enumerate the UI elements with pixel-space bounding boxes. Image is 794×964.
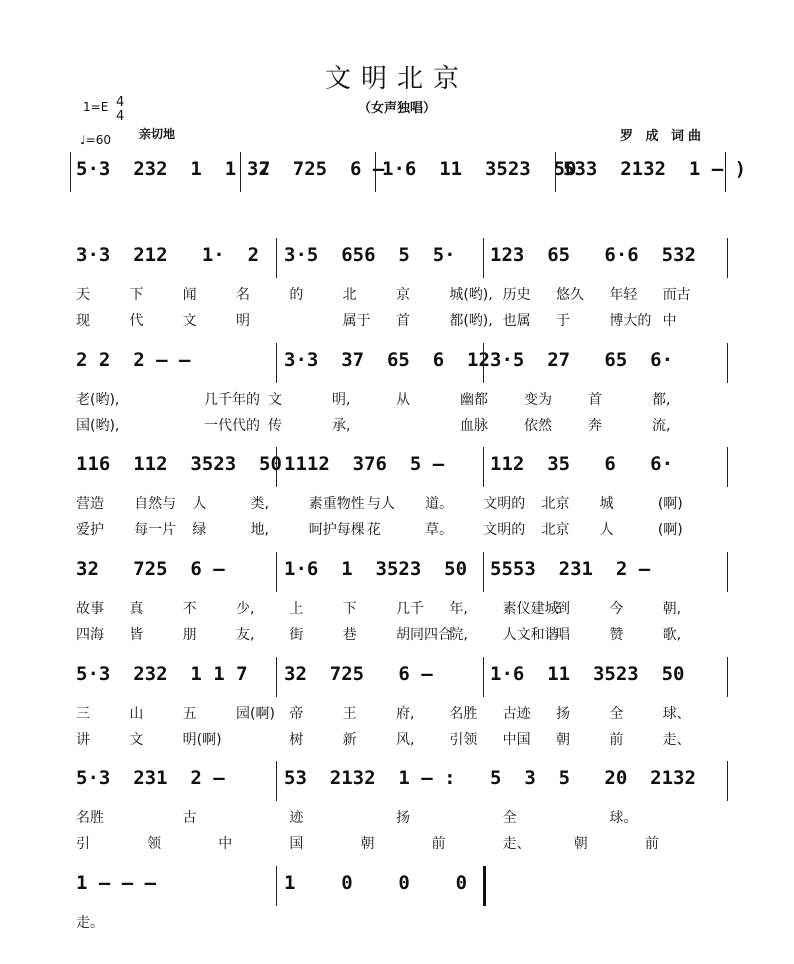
lyric-syllable: 文明的 <box>483 522 526 538</box>
notation-line <box>0 663 794 693</box>
barline <box>483 447 484 487</box>
measure-notes: 3·3 212 1· 2 <box>76 244 260 266</box>
lyric-syllable: 而古 <box>662 287 691 303</box>
lyric-syllable: 承, <box>332 418 351 434</box>
measure-notes: 32 725 6 – <box>247 158 385 180</box>
lyric-syllable: 首 <box>588 392 602 408</box>
notation-line <box>0 767 794 797</box>
barline <box>483 657 484 697</box>
lyric-syllable: 花 <box>366 522 381 538</box>
lyric-syllable: 朝 <box>573 836 588 852</box>
lyric-syllable: 绿 <box>192 522 207 538</box>
barline <box>276 761 277 801</box>
barline <box>276 447 277 487</box>
lyric-syllable: 走。 <box>76 915 104 931</box>
lyric-syllable: 一代代的 <box>204 418 260 434</box>
barline <box>727 657 728 697</box>
lyric-syllable: 明(啊) <box>182 732 222 748</box>
measure-notes: 3·3 37 65 6 12 <box>284 349 490 371</box>
lyric-syllable: 引领 <box>449 732 478 748</box>
lyric-syllable: 历史 <box>502 287 531 303</box>
lyric-syllable: 今 <box>609 601 624 617</box>
lyric-syllable: 京 <box>396 287 410 303</box>
barline <box>276 552 277 592</box>
barline <box>727 238 728 278</box>
lyric-syllable: 古迹 <box>502 706 531 722</box>
lyric-syllable: 五 <box>182 706 197 722</box>
lyric-line <box>0 833 794 855</box>
measure-notes: 2 2 2 – – <box>76 349 191 371</box>
barline <box>555 152 556 192</box>
lyric-syllable: 文 <box>268 392 282 408</box>
lyric-syllable: 巷 <box>342 627 357 643</box>
lyric-syllable: 人 <box>599 522 614 538</box>
lyric-syllable: 风, <box>396 732 415 748</box>
expression-marking: 亲切地 <box>139 127 176 141</box>
measure-notes: 123 65 6·6 532 <box>490 244 696 266</box>
lyric-syllable: 引 <box>76 836 90 852</box>
lyric-syllable: 北京 <box>541 496 570 512</box>
lyric-syllable: 府, <box>396 706 415 722</box>
lyric-syllable: 传 <box>268 418 282 434</box>
lyric-syllable: 草。 <box>425 522 454 538</box>
lyric-syllable: 胡同四合 <box>396 627 452 643</box>
measure-notes: 1 – – – <box>76 872 157 894</box>
barline <box>483 552 484 592</box>
lyric-syllable: 名胜 <box>449 706 478 722</box>
lyric-line <box>0 284 794 306</box>
lyric-syllable: 文 <box>182 313 197 329</box>
notation-line <box>0 872 794 902</box>
barline <box>276 866 277 906</box>
lyric-syllable: 明, <box>332 392 351 408</box>
barline <box>725 152 726 192</box>
notation-line <box>0 558 794 588</box>
lyric-line <box>0 415 794 437</box>
measure-notes: 533 2132 1 – ) <box>563 158 747 180</box>
barline <box>240 152 241 192</box>
lyric-syllable: 名胜 <box>76 810 104 826</box>
lyric-syllable: 类, <box>250 496 269 512</box>
measure-notes: 1112 376 5 – <box>284 453 445 475</box>
lyric-syllable: 城(哟), <box>449 287 493 303</box>
lyric-syllable: 唱 <box>556 627 570 643</box>
lyric-syllable: 国(哟), <box>76 418 120 434</box>
lyric-syllable: 街 <box>289 627 304 643</box>
lyric-syllable: 的 <box>289 287 304 303</box>
measure-notes: 32 725 6 – <box>284 663 433 685</box>
lyric-syllable: 中国 <box>502 732 531 748</box>
lyric-syllable: 扬 <box>556 706 570 722</box>
lyric-syllable: 树 <box>289 732 304 748</box>
measure-notes: 116 112 3523 50 <box>76 453 282 475</box>
lyric-syllable: 明 <box>236 313 250 329</box>
lyric-syllable: 前 <box>609 732 624 748</box>
lyric-syllable: 依然 <box>524 418 552 434</box>
lyric-syllable: 院, <box>449 627 468 643</box>
lyric-syllable: (啊) <box>657 522 683 538</box>
lyric-syllable: 文明的 <box>483 496 526 512</box>
lyric-line <box>0 729 794 751</box>
measure-notes: 32 725 6 – <box>76 558 225 580</box>
barline <box>375 152 376 192</box>
measure-notes: 5·3 231 2 – <box>76 767 225 789</box>
lyric-syllable: 帝 <box>289 706 304 722</box>
lyric-syllable: 素重物性 <box>308 496 365 512</box>
lyric-syllable: 地, <box>250 522 269 538</box>
lyric-syllable: 文 <box>129 732 144 748</box>
lyric-syllable: 友, <box>236 627 255 643</box>
lyric-syllable: 皆 <box>129 627 144 643</box>
lyric-syllable: 新 <box>342 732 357 748</box>
final-barline <box>483 866 486 906</box>
lyric-syllable: 都, <box>652 392 671 408</box>
lyric-syllable: 北京 <box>541 522 570 538</box>
measure-notes: 3·5 27 65 6· <box>490 349 674 371</box>
lyric-syllable: 不 <box>182 601 197 617</box>
notation-line <box>0 158 794 188</box>
lyric-syllable: 古 <box>182 810 197 826</box>
lyric-syllable: 球。 <box>609 810 638 826</box>
measure-notes: 53 2132 1 – : <box>284 767 456 789</box>
barline <box>727 761 728 801</box>
lyric-syllable: 国 <box>289 836 304 852</box>
barline <box>483 238 484 278</box>
notation-line <box>0 453 794 483</box>
lyric-syllable: 首 <box>396 313 410 329</box>
lyric-syllable: 呵护每棵 <box>308 522 365 538</box>
tempo-marking: ♩=60 <box>80 133 111 147</box>
lyric-line <box>0 389 794 411</box>
lyric-line <box>0 519 794 541</box>
measure-notes: 5553 231 2 – <box>490 558 651 580</box>
composer-credit: 罗 成 词曲 <box>620 129 706 144</box>
lyric-line <box>0 703 794 725</box>
lyric-syllable: 朝 <box>360 836 375 852</box>
lyric-syllable: 下 <box>342 601 357 617</box>
measure-notes: 5·3 232 1 1 7 <box>76 663 248 685</box>
lyric-syllable: 奔 <box>588 418 602 434</box>
measure-notes: 5 3 5 20 2132 <box>490 767 696 789</box>
lyric-syllable: 全 <box>502 810 517 826</box>
lyric-syllable: 迹 <box>289 810 304 826</box>
lyric-syllable: 真 <box>129 601 144 617</box>
lyric-syllable: 素仪建城 <box>502 601 559 617</box>
lyric-syllable: 上 <box>289 601 304 617</box>
barline <box>727 552 728 592</box>
lyric-syllable: 老(哟), <box>76 392 120 408</box>
lyric-syllable: 讲 <box>76 732 90 748</box>
measure-notes: 1·6 1 3523 50 <box>284 558 468 580</box>
lyric-syllable: 幽都 <box>460 392 488 408</box>
barline <box>276 657 277 697</box>
lyric-syllable: 于 <box>556 313 570 329</box>
lyric-syllable: 山 <box>129 706 144 722</box>
meter-top: 4 <box>116 95 125 110</box>
lyric-syllable: 名 <box>236 287 250 303</box>
barline <box>727 447 728 487</box>
lyric-syllable: 下 <box>129 287 144 303</box>
lyric-syllable: 血脉 <box>460 418 488 434</box>
lyric-line <box>0 624 794 646</box>
song-subtitle: （女声独唱） <box>357 101 436 116</box>
lyric-syllable: 三 <box>76 706 90 722</box>
lyric-syllable: 几千年的 <box>204 392 260 408</box>
lyric-syllable: 闻 <box>182 287 197 303</box>
lyric-syllable: 天 <box>76 287 90 303</box>
notation-line <box>0 349 794 379</box>
lyric-syllable: 走、 <box>662 732 691 748</box>
lyric-syllable: 四海 <box>76 627 104 643</box>
measure-notes: 5·3 232 1 1 7 <box>76 158 271 180</box>
barline <box>483 343 484 383</box>
lyric-syllable: 领 <box>147 836 162 852</box>
barline <box>276 238 277 278</box>
lyric-syllable: 从 <box>396 392 410 408</box>
lyric-line <box>0 912 794 934</box>
lyric-syllable: 属于 <box>342 313 371 329</box>
lyric-syllable: 朝, <box>662 601 682 617</box>
lyric-syllable: 朋 <box>182 627 197 643</box>
measure-notes: 1·6 11 3523 50 <box>490 663 685 685</box>
lyric-syllable: 中 <box>218 836 233 852</box>
lyric-syllable: 到 <box>556 601 570 617</box>
notation-line <box>0 244 794 274</box>
lyric-syllable: 也属 <box>502 313 531 329</box>
lyric-syllable: 与人 <box>366 496 395 512</box>
lyric-syllable: (啊) <box>657 496 683 512</box>
lyric-syllable: 前 <box>644 836 659 852</box>
lyric-syllable: 年, <box>449 601 468 617</box>
lyric-syllable: 代 <box>129 313 144 329</box>
lyric-syllable: 营造 <box>76 496 104 512</box>
lyric-syllable: 道。 <box>425 496 454 512</box>
barline <box>727 343 728 383</box>
measure-notes: 1·6 11 3523 50 <box>382 158 577 180</box>
lyric-syllable: 爱护 <box>76 522 104 538</box>
lyric-syllable: 故事 <box>76 601 104 617</box>
lyric-syllable: 少, <box>236 601 255 617</box>
lyric-syllable: 球、 <box>662 706 691 722</box>
barline <box>276 343 277 383</box>
lyric-syllable: 扬 <box>396 810 410 826</box>
lyric-syllable: 王 <box>342 706 357 722</box>
lyric-syllable: 赞 <box>609 627 624 643</box>
time-signature <box>116 96 124 124</box>
lyric-syllable: 城 <box>599 496 614 512</box>
song-title: 文明北京 <box>324 64 469 94</box>
lyric-syllable: 北 <box>342 287 357 303</box>
lyric-syllable: 博大的 <box>609 313 652 329</box>
lyric-syllable: 前 <box>431 836 446 852</box>
lyric-syllable: 朝 <box>556 732 570 748</box>
lyric-syllable: 年轻 <box>609 287 638 303</box>
meter-bottom: 4 <box>116 109 125 124</box>
barline <box>70 152 71 192</box>
lyric-line <box>0 310 794 332</box>
lyric-syllable: 都(哟), <box>449 313 493 329</box>
measure-notes: 1 0 0 0 <box>284 872 468 894</box>
lyric-syllable: 现 <box>76 313 90 329</box>
lyric-syllable: 走、 <box>502 836 531 852</box>
lyric-syllable: 歌, <box>662 627 682 643</box>
lyric-syllable: 全 <box>609 706 624 722</box>
lyric-syllable: 中 <box>662 313 677 329</box>
measure-notes: 112 35 6 6· <box>490 453 674 475</box>
lyric-syllable: 园(啊) <box>236 706 275 722</box>
lyric-line <box>0 598 794 620</box>
lyric-syllable: 人文和谐 <box>502 627 559 643</box>
lyric-syllable: 悠久 <box>556 287 584 303</box>
lyric-syllable: 人 <box>192 496 207 512</box>
lyric-syllable: 自然与 <box>134 496 177 512</box>
lyric-syllable: 流, <box>652 418 671 434</box>
key-signature: 1=E <box>83 100 109 114</box>
measure-notes: 3·5 656 5 5· <box>284 244 456 266</box>
lyric-syllable: 变为 <box>524 392 552 408</box>
lyric-syllable: 几千 <box>396 601 424 617</box>
lyric-syllable: 每一片 <box>134 522 177 538</box>
lyric-line <box>0 807 794 829</box>
lyric-line <box>0 493 794 515</box>
